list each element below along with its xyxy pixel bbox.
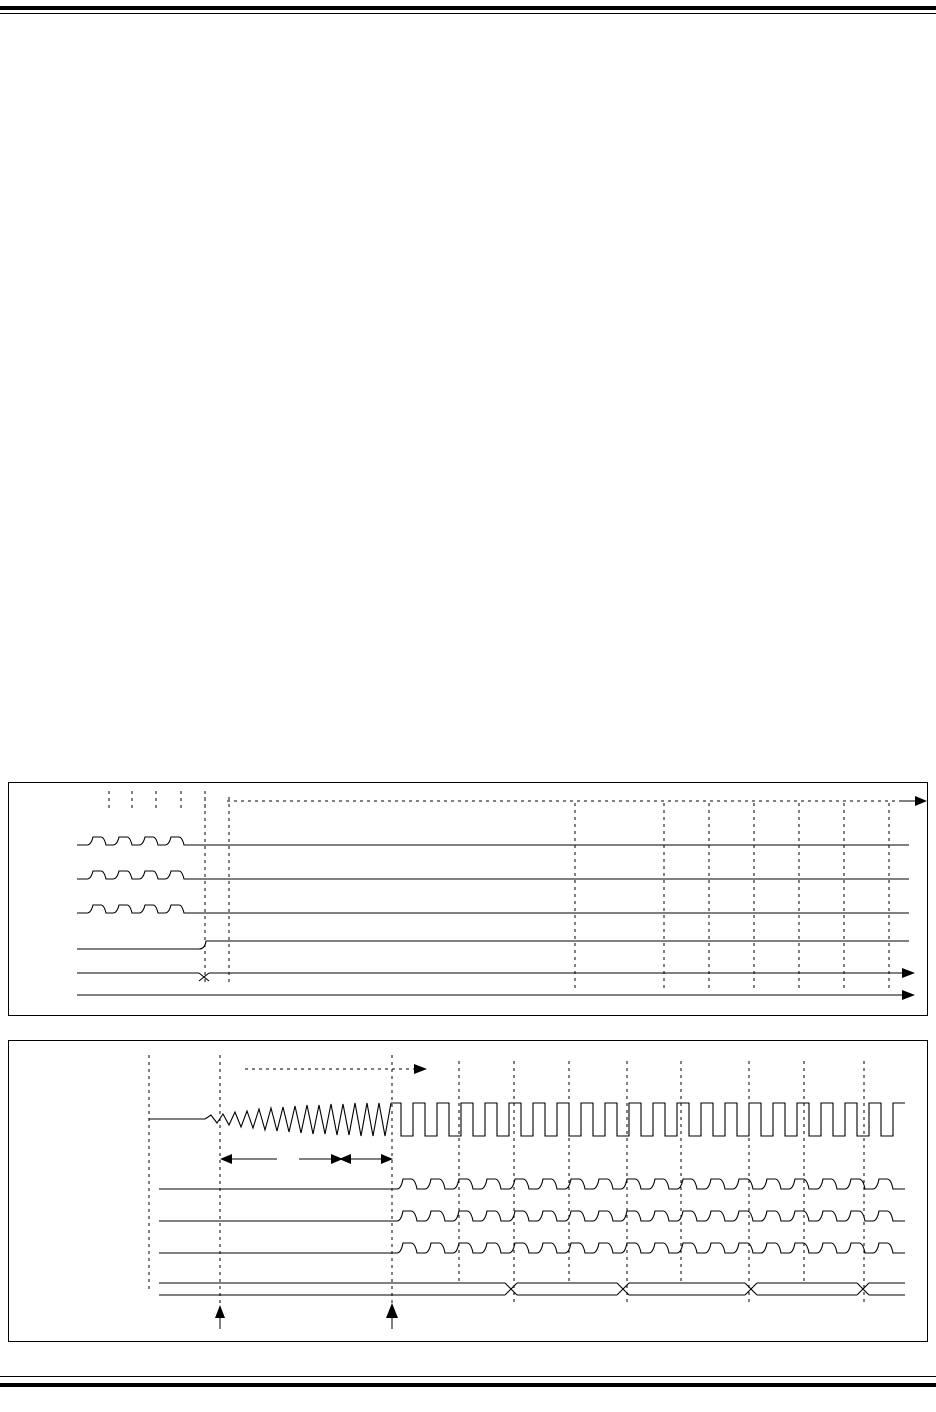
page-bottom-rule-thin [0,1376,936,1377]
measure-arrows [220,1154,393,1164]
marker-group [149,1055,864,1303]
marker-group-long [205,797,889,989]
signal-3-waveform [77,905,909,913]
figure-bottom-svg [9,1041,927,1341]
signal-b-waveform [159,1179,905,1189]
page-bottom-rule-thick [0,1383,936,1387]
signal-d-waveform [159,1243,905,1253]
caret-markers [215,1303,398,1329]
span-arrow-top [245,1064,427,1074]
signal-c-waveform [159,1211,905,1221]
page-top-rule-thick [0,6,936,10]
time-axis [227,796,927,806]
signal-4-waveform [77,941,909,949]
bus-1-waveform [77,968,915,981]
signal-2-waveform [77,871,909,879]
page-top-rule-thin [0,13,936,14]
bus-2-waveform [77,990,915,1000]
signal-1-waveform [77,837,909,845]
figure-bottom-frame [8,1040,928,1342]
figure-top-frame [8,782,928,1016]
figure-top-svg [9,783,927,1015]
data-bus-waveform [159,1283,905,1295]
marker-group-short [109,791,205,811]
ramp-oscillation-waveform [149,1103,905,1136]
